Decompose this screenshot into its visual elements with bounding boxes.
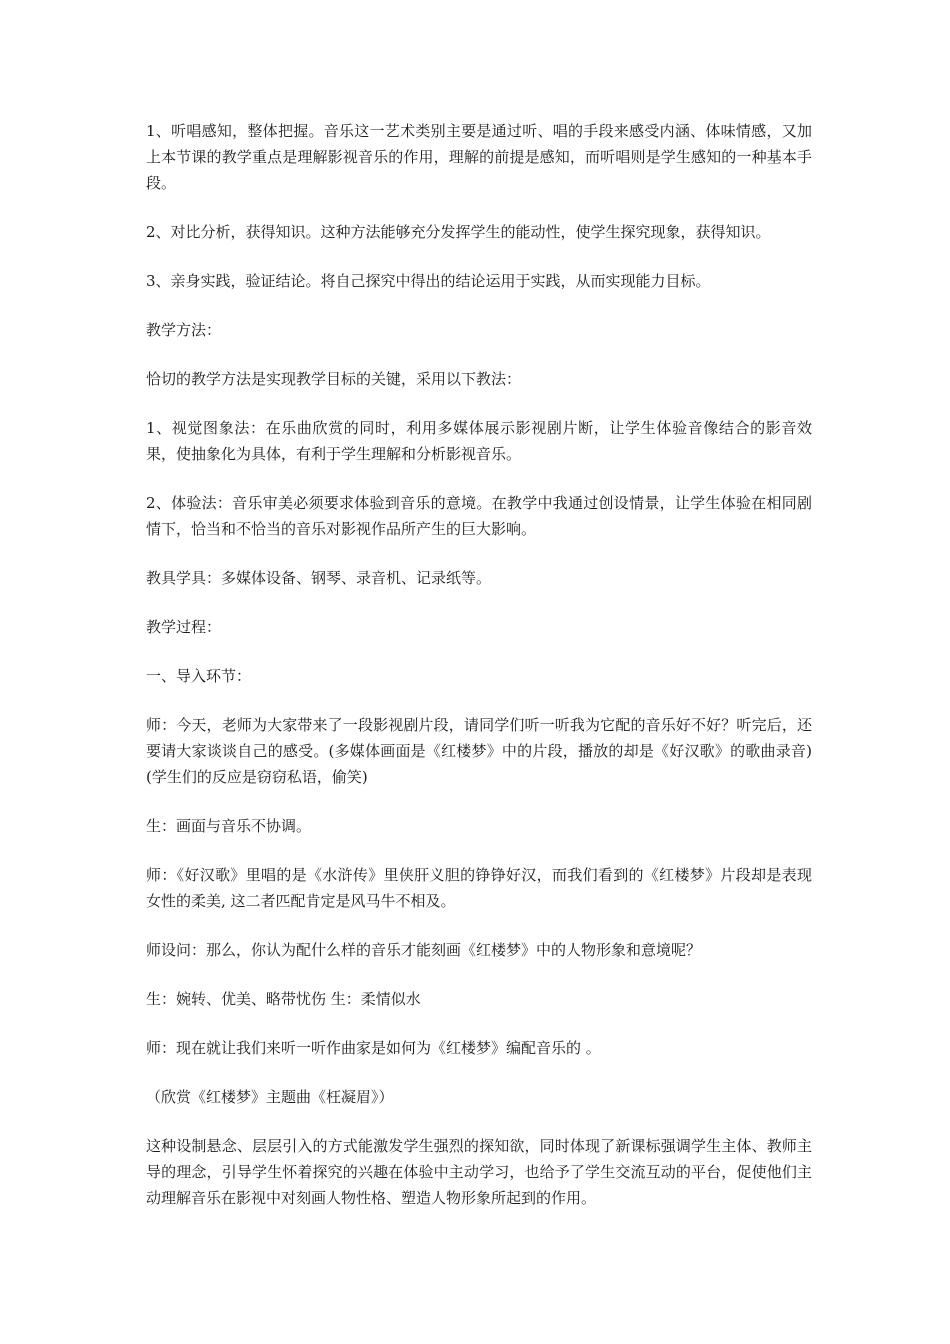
paragraph-methods-intro: 恰切的教学方法是实现教学目标的关键，采用以下教法： [146, 370, 522, 388]
heading-teaching-process: 教学过程： [146, 618, 222, 636]
paragraph-student-answers: 生：婉转、优美、略带忧伤 生：柔情似水 [146, 990, 421, 1008]
paragraph-summary: 这种设制悬念、层层引入的方式能激发学生强烈的探知欲，同时体现了新课标强调学生主体、教师主导的理念，引导学生怀着探究的兴趣在体验中主动学习，也给予了学生交流互动的平台，促使他们主动理解音乐在影视中对刻画人物性格、塑造人物形象所起到的作用。 [146, 1137, 812, 1207]
paragraph-student-response: 生：画面与音乐不协调。 [146, 817, 312, 835]
heading-teaching-methods: 教学方法： [146, 321, 222, 339]
paragraph-teacher-intro: 师：今天，老师为大家带来了一段影视剧片段，请同学们听一听我为它配的音乐好不好？听完后，还要请大家谈谈自己的感受。(多媒体画面是《红楼梦》中的片段，播放的却是《好汉歌》的歌曲录音) (学生们的反应是窃窃私语，偷笑) [146, 716, 812, 786]
paragraph-teaching-aids: 教具学具：多媒体设备、钢琴、录音机、记录纸等。 [146, 569, 492, 587]
heading-introduction: 一、导入环节： [146, 667, 252, 685]
paragraph-method-practice: 3、亲身实践，验证结论。将自己探究中得出的结论运用于实践，从而实现能力目标。 [146, 272, 711, 290]
paragraph-method-listen-sing: 1、听唱感知，整体把握。音乐这一艺术类别主要是通过听、唱的手段来感受内涵、体味情感，又加上本节课的教学重点是理解影视音乐的作用，理解的前提是感知，而听唱则是学生感知的一种基本手段。 [146, 122, 812, 192]
paragraph-appreciation: （欣赏《红楼梦》主题曲《枉凝眉》） [146, 1088, 394, 1106]
paragraph-visual-method: 1、视觉图象法：在乐曲欣赏的同时，利用多媒体展示影视剧片断，让学生体验音像结合的影音效果，使抽象化为具体，有利于学生理解和分析影视音乐。 [146, 419, 812, 463]
paragraph-teacher-listen: 师：现在就让我们来听一听作曲家是如何为《红楼梦》编配音乐的 。 [146, 1039, 601, 1057]
paragraph-method-compare: 2、对比分析，获得知识。这种方法能够充分发挥学生的能动性，使学生探究现象，获得知识。 [146, 223, 771, 241]
paragraph-teacher-explain: 师：《好汉歌》里唱的是《水浒传》里侠肝义胆的铮铮好汉，而我们看到的《红楼梦》片段却是表现女性的柔美, 这二者匹配肯定是风马牛不相及。 [146, 866, 812, 910]
paragraph-experience-method: 2、体验法：音乐审美必须要求体验到音乐的意境。在教学中我通过创设情景，让学生体验在相同剧情下，恰当和不恰当的音乐对影视作品所产生的巨大影响。 [146, 494, 812, 538]
document-page [146, 118, 812, 1234]
paragraph-teacher-question: 师设问：那么，你认为配什么样的音乐才能刻画《红楼梦》中的人物形象和意境呢？ [146, 941, 702, 959]
